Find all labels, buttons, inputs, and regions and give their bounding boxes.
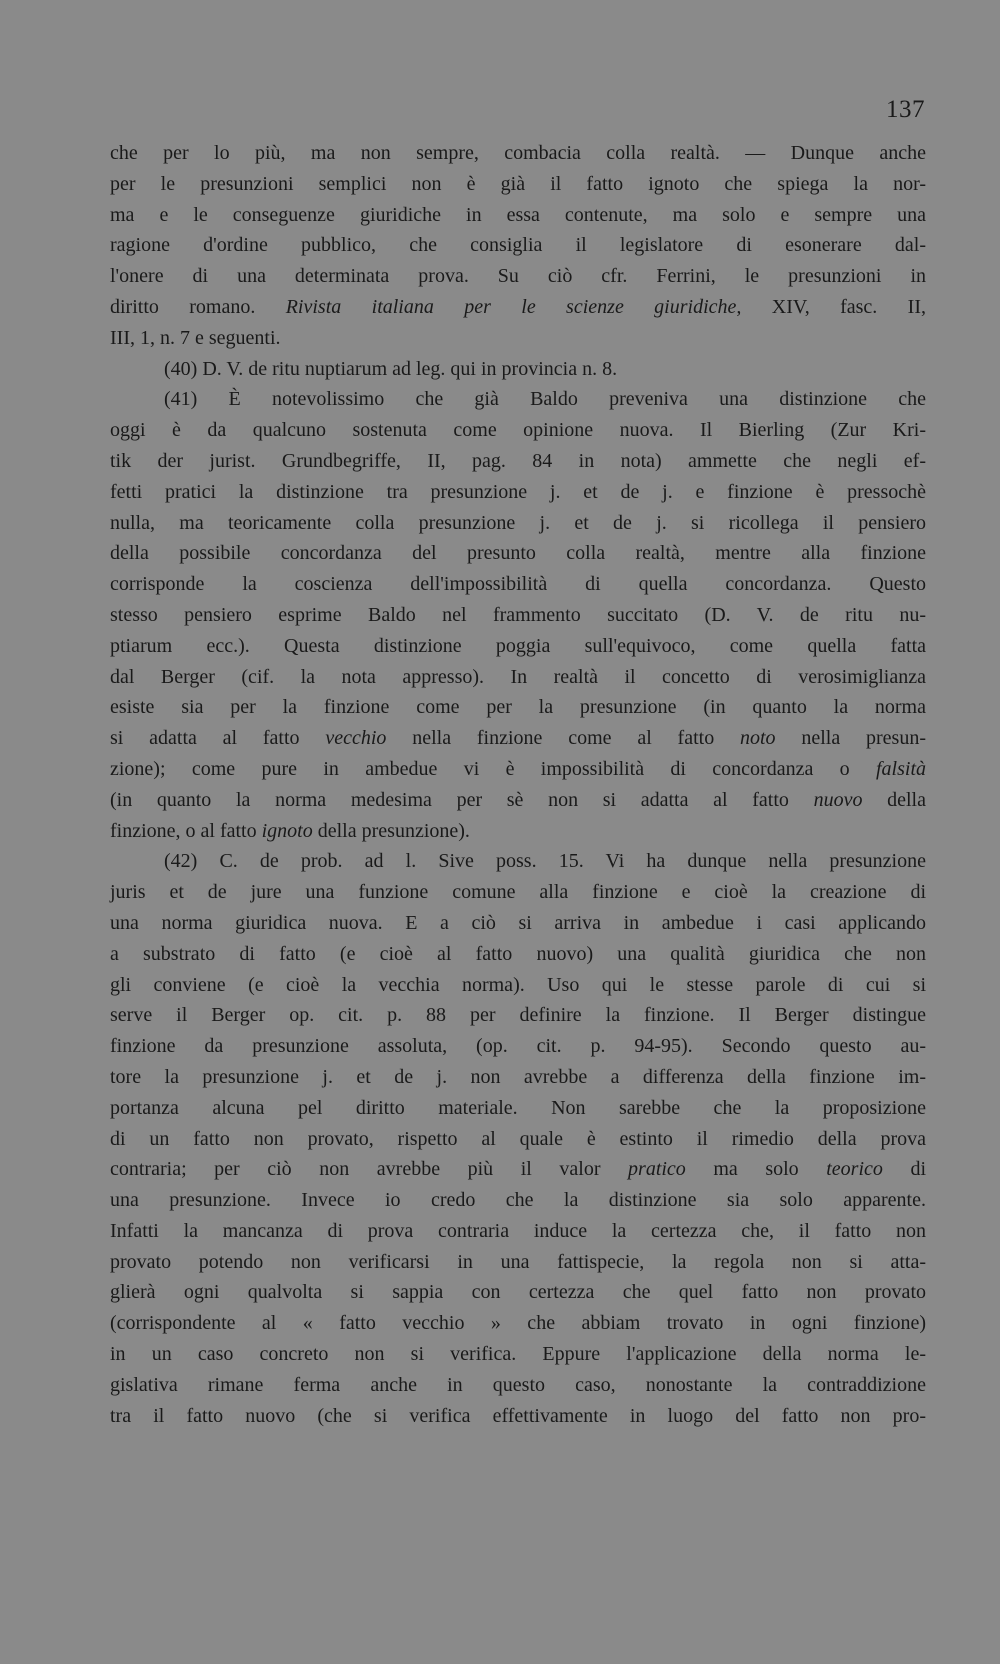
text-line: gislativa rimane ferma anche in questo caso, nonostante la contraddizione xyxy=(110,1373,926,1396)
text-line: esiste sia per la finzione come per la presunzione (in quanto la norma xyxy=(110,696,926,719)
text-run: di xyxy=(882,1158,926,1181)
italic-run: nuovo xyxy=(813,788,863,811)
text-line: III, 1, n. 7 e seguenti. xyxy=(110,326,281,349)
text-line xyxy=(110,785,926,816)
footnotes-text xyxy=(110,138,926,1431)
text-line: una norma giuridica nuova. E a ciò si arriva in ambedue i casi applicando xyxy=(110,911,926,934)
text-run: nella presun- xyxy=(775,727,926,750)
text-line: di un fatto non provato, rispetto al quale è estinto il rimedio della prova xyxy=(110,1127,926,1150)
text-line: (41) È notevolissimo che già Baldo preveniva una distinzione che xyxy=(164,388,926,411)
text-line: (corrispondente al « fatto vecchio » che abbiam trovato in ogni finzione) xyxy=(110,1312,926,1335)
text-line: in un caso concreto non si verifica. Eppure l'applicazione della norma le- xyxy=(110,1343,926,1366)
text-line: a substrato di fatto (e cioè al fatto nuovo) una qualità giuridica che non xyxy=(110,942,926,965)
italic-run: teorico xyxy=(826,1158,883,1181)
italic-run: pratico xyxy=(628,1158,686,1181)
italic-run: vecchio xyxy=(325,727,387,750)
text-run: ma solo xyxy=(685,1158,827,1181)
text-line xyxy=(110,723,926,754)
italic-run: noto xyxy=(740,727,776,750)
text-run: della xyxy=(862,788,926,811)
text-line: corrisponde la coscienza dell'impossibilità di quella concordanza. Questo xyxy=(110,573,926,596)
text-line xyxy=(110,754,926,785)
text-run: della presunzione). xyxy=(312,819,470,842)
text-line: ragione d'ordine pubblico, che consiglia il legislatore di esonerare dal- xyxy=(110,234,926,257)
text-line: tore la presunzione j. et de j. non avrebbe a differenza della finzione im- xyxy=(110,1065,926,1088)
text-line: provato potendo non verificarsi in una fattispecie, la regola non si atta- xyxy=(110,1250,926,1273)
text-run: XIV, fasc. II, xyxy=(741,295,926,318)
text-line: juris et de jure una funzione comune alla finzione e cioè la creazione di xyxy=(110,881,926,904)
text-line: ma e le conseguenze giuridiche in essa contenute, ma solo e sempre una xyxy=(110,203,926,226)
text-line: della possibile concordanza del presunto colla realtà, mentre alla finzione xyxy=(110,542,926,565)
text-run: nella finzione come al fatto xyxy=(386,727,740,750)
text-line: glierà ogni qualvolta si sappia con certezza che quel fatto non provato xyxy=(110,1281,926,1304)
text-line: una presunzione. Invece io credo che la distinzione sia solo apparente. xyxy=(110,1189,926,1212)
text-line: (40) D. V. de ritu nuptiarum ad leg. qui in provincia n. 8. xyxy=(164,357,618,380)
page-number: 137 xyxy=(886,96,925,123)
text-line: Infatti la mancanza di prova contraria induce la certezza che, il fatto non xyxy=(110,1219,926,1242)
text-line xyxy=(110,1154,926,1185)
text-run: finzione, o al fatto xyxy=(110,819,262,842)
text-line: l'onere di una determinata prova. Su ciò cfr. Ferrini, le presunzioni in xyxy=(110,265,926,288)
text-run: si adatta al fatto xyxy=(110,727,326,750)
text-run: contraria; per ciò non avrebbe più il valor xyxy=(110,1158,629,1181)
italic-run: Rivista italiana per le scienze giuridiche, xyxy=(285,295,742,318)
italic-run: falsità xyxy=(875,757,926,780)
text-line: gli conviene (e cioè la vecchia norma). Uso qui le stesse parole di cui si xyxy=(110,973,926,996)
text-line: serve il Berger op. cit. p. 88 per definire la finzione. Il Berger distingue xyxy=(110,1004,926,1027)
text-line: finzione da presunzione assoluta, (op. cit. p. 94-95). Secondo questo au- xyxy=(110,1035,926,1058)
italic-run: ignoto xyxy=(261,819,313,842)
text-line: che per lo più, ma non sempre, combacia colla realtà. — Dunque anche xyxy=(110,142,926,164)
text-line xyxy=(110,816,926,847)
text-line: nulla, ma teoricamente colla presunzione j. et de j. si ricollega il pensiero xyxy=(110,511,926,534)
text-line: per le presunzioni semplici non è già il fatto ignoto che spiega la nor- xyxy=(110,172,926,195)
text-line: dal Berger (cif. la nota appresso). In realtà il concetto di verosimiglianza xyxy=(110,665,926,688)
text-line: portanza alcuna pel diritto materiale. Non sarebbe che la proposizione xyxy=(110,1096,926,1119)
text-line: fetti pratici la distinzione tra presunzione j. et de j. e finzione è pressochè xyxy=(110,480,926,503)
text-line: ptiarum ecc.). Questa distinzione poggia sull'equivoco, come quella fatta xyxy=(110,634,926,657)
text-line xyxy=(110,292,926,323)
text-line: (42) C. de prob. ad l. Sive poss. 15. Vi ha dunque nella presunzione xyxy=(164,850,926,873)
text-run: diritto romano. xyxy=(110,295,286,318)
text-line: stesso pensiero esprime Baldo nel frammento succitato (D. V. de ritu nu- xyxy=(110,603,926,626)
text-line: tik der jurist. Grundbegriffe, II, pag. 84 in nota) ammette che negli ef- xyxy=(110,449,926,472)
text-line: oggi è da qualcuno sostenuta come opinione nuova. Il Bierling (Zur Kri- xyxy=(110,419,926,442)
text-run: zione); come pure in ambedue vi è impossibilità di concordanza o xyxy=(110,757,876,780)
text-run: (in quanto la norma medesima per sè non si adatta al fatto xyxy=(110,788,814,811)
text-line: tra il fatto nuovo (che si verifica effettivamente in luogo del fatto non pro- xyxy=(110,1404,926,1427)
